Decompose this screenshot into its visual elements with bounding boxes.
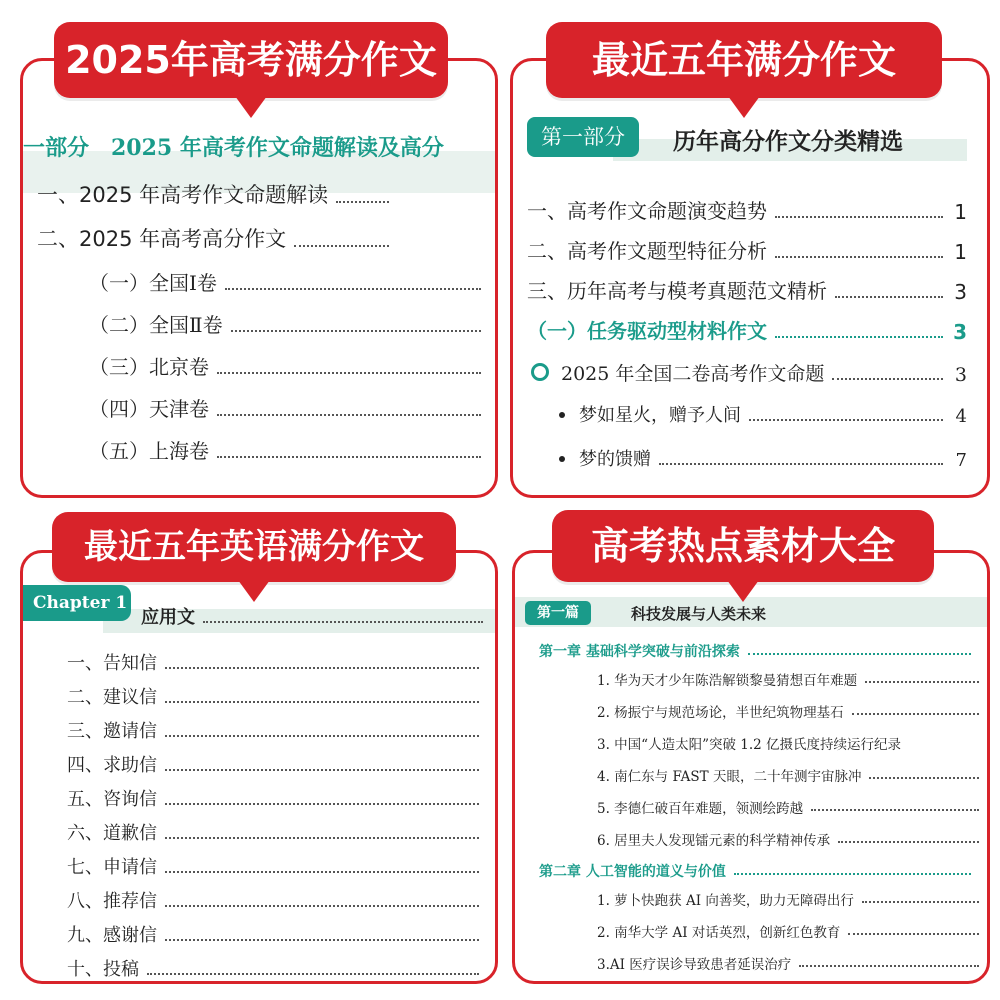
leader-dots <box>217 372 481 374</box>
toc-label: 1. 萝卜快跑获 AI 向善奖，助力无障碍出行 <box>597 893 854 909</box>
chapter-heading <box>539 861 979 881</box>
part-tag: 第一篇 <box>525 601 591 625</box>
leader-dots <box>799 965 979 967</box>
toc-label: 二、高考作文题型特征分析 <box>527 239 767 263</box>
circle-icon <box>531 363 549 381</box>
chapter-title: 第一章 基础科学突破与前沿探索 <box>539 644 740 660</box>
chapter-tag: Chapter 1 <box>23 585 131 621</box>
toc-row <box>67 921 487 947</box>
leader-dots <box>775 256 943 258</box>
leader-dots <box>165 939 479 941</box>
toc-row <box>67 649 487 675</box>
toc-row <box>559 445 967 471</box>
bullet-icon <box>559 412 565 418</box>
toc-row <box>89 435 489 464</box>
part-title: 科技发展与人类未来 <box>631 605 767 623</box>
leader-dots <box>217 456 481 458</box>
toc-label: 三、邀请信 <box>67 721 157 742</box>
toc-row <box>37 179 397 209</box>
toc-label: 七、申请信 <box>67 857 157 878</box>
leader-dots <box>217 414 481 416</box>
leader-dots <box>165 667 479 669</box>
leader-dots <box>231 330 481 332</box>
page-number: 1 <box>954 240 967 264</box>
toc-row <box>89 267 489 296</box>
toc-label: 6. 居里夫人发现镭元素的科学精神传承 <box>597 833 831 849</box>
toc-label: 五、咨询信 <box>67 789 157 810</box>
toc-label: 二、2025 年高考高分作文 <box>37 227 287 251</box>
leader-dots <box>865 681 979 683</box>
toc-row <box>559 401 967 427</box>
toc-label: 九、感谢信 <box>67 925 157 946</box>
toc-row <box>597 953 987 973</box>
toc-row <box>67 819 487 845</box>
page-number: 3 <box>954 280 967 304</box>
leader-dots <box>848 933 979 935</box>
toc-row-heading <box>141 603 491 629</box>
leader-dots <box>165 837 479 839</box>
chapter-heading <box>539 641 979 661</box>
leader-dots <box>838 841 979 843</box>
toc-label: 5. 李德仁破百年难题，领测绘跨越 <box>597 801 804 817</box>
toc-row <box>597 921 987 941</box>
toc-row <box>597 669 987 689</box>
leader-dots <box>165 701 479 703</box>
toc-label: 四、求助信 <box>67 755 157 776</box>
page-number: 7 <box>955 450 967 471</box>
toc-row <box>67 785 487 811</box>
toc-row <box>597 889 987 909</box>
toc-row <box>67 887 487 913</box>
toc-label: 十、投稿 <box>67 959 139 980</box>
toc-panel-2025-essays <box>20 58 498 498</box>
leader-dots <box>147 973 479 975</box>
toc-row <box>597 829 987 849</box>
toc-row-highlight <box>527 315 967 344</box>
toc-row <box>531 359 967 386</box>
toc-label: 梦如星火，赠予人间 <box>579 405 741 426</box>
leader-dots <box>203 621 483 623</box>
part-title: 历年高分作文分类精选 <box>673 128 903 155</box>
toc-label: 1. 华为天才少年陈浩解锁黎曼猜想百年难题 <box>597 673 858 689</box>
toc-row <box>67 717 487 743</box>
toc-row <box>597 797 987 817</box>
toc-label: 一、告知信 <box>67 653 157 674</box>
toc-label: 二、建议信 <box>67 687 157 708</box>
toc-label: 2025 年全国二卷高考作文命题 <box>561 363 825 385</box>
toc-panel-five-year-essays <box>510 58 990 498</box>
toc-label: 2. 杨振宁与规范场论，半世纪筑物理基石 <box>597 705 844 721</box>
toc-label: （五）上海卷 <box>89 439 209 463</box>
leader-dots <box>748 653 971 655</box>
part-title: 一部分 2025 年高考作文命题解读及高分 <box>23 135 444 161</box>
toc-label: 3.AI 医疗误诊导致患者延误治疗 <box>597 957 792 973</box>
leader-dots <box>734 873 971 875</box>
toc-row <box>597 733 987 753</box>
toc-label: 三、历年高考与模考真题范文精析 <box>527 279 827 303</box>
toc-row <box>89 393 489 422</box>
toc-panel-english-essays <box>20 550 498 984</box>
leader-dots <box>749 419 943 421</box>
part-tag: 第一部分 <box>527 117 639 157</box>
page-number: 3 <box>953 320 967 344</box>
leader-dots <box>336 201 389 203</box>
toc-label: （二）全国Ⅱ卷 <box>89 313 223 337</box>
toc-label: 一、2025 年高考作文命题解读 <box>37 183 329 207</box>
toc-label: 一、高考作文命题演变趋势 <box>527 199 767 223</box>
toc-row <box>597 701 987 721</box>
leader-dots <box>659 463 943 465</box>
part-title: 应用文 <box>141 607 195 628</box>
leader-dots <box>862 901 979 903</box>
toc-row <box>597 765 987 785</box>
leader-dots <box>832 378 943 380</box>
chapter-title: 第二章 人工智能的道义与价值 <box>539 864 726 880</box>
toc-row <box>37 223 397 253</box>
leader-dots <box>165 871 479 873</box>
toc-row <box>89 351 489 380</box>
leader-dots <box>811 809 979 811</box>
page-number: 3 <box>954 364 967 386</box>
leader-dots <box>294 245 389 247</box>
toc-row <box>527 275 967 304</box>
toc-label: （一）全国Ⅰ卷 <box>89 271 217 295</box>
toc-label: （四）天津卷 <box>89 397 209 421</box>
toc-row <box>67 853 487 879</box>
toc-label: 六、道歉信 <box>67 823 157 844</box>
toc-row <box>67 683 487 709</box>
page-number: 1 <box>954 200 967 224</box>
toc-label: 八、推荐信 <box>67 891 157 912</box>
leader-dots <box>165 769 479 771</box>
leader-dots <box>869 777 979 779</box>
toc-panel-hot-materials <box>512 550 990 984</box>
leader-dots <box>225 288 481 290</box>
toc-label: 4. 南仁东与 FAST 天眼，二十年测宇宙脉冲 <box>597 769 862 785</box>
toc-row <box>527 195 967 224</box>
leader-dots <box>775 216 943 218</box>
leader-dots <box>165 905 479 907</box>
bullet-icon <box>559 456 565 462</box>
toc-label: 3. 中国“人造太阳”突破 1.2 亿摄氏度持续运行纪录 <box>597 737 902 753</box>
toc-label: 2. 南华大学 AI 对话英烈，创新红色教育 <box>597 925 841 941</box>
leader-dots <box>852 713 979 715</box>
toc-row <box>527 235 967 264</box>
leader-dots <box>165 803 479 805</box>
toc-row <box>89 309 489 338</box>
leader-dots <box>835 296 943 298</box>
toc-row <box>67 751 487 777</box>
banner-five-year-essays: 最近五年满分作文 <box>546 22 942 98</box>
banner-english-essays: 最近五年英语满分作文 <box>52 512 456 582</box>
toc-label: （三）北京卷 <box>89 355 209 379</box>
page-number: 4 <box>955 406 967 427</box>
leader-dots <box>775 336 943 338</box>
banner-hot-materials: 高考热点素材大全 <box>552 510 934 582</box>
banner-2025-essays: 2025年高考满分作文 <box>54 22 448 98</box>
toc-label: 梦的馈赠 <box>579 449 651 470</box>
leader-dots <box>165 735 479 737</box>
toc-row <box>67 955 487 981</box>
toc-label: （一）任务驱动型材料作文 <box>527 319 767 343</box>
